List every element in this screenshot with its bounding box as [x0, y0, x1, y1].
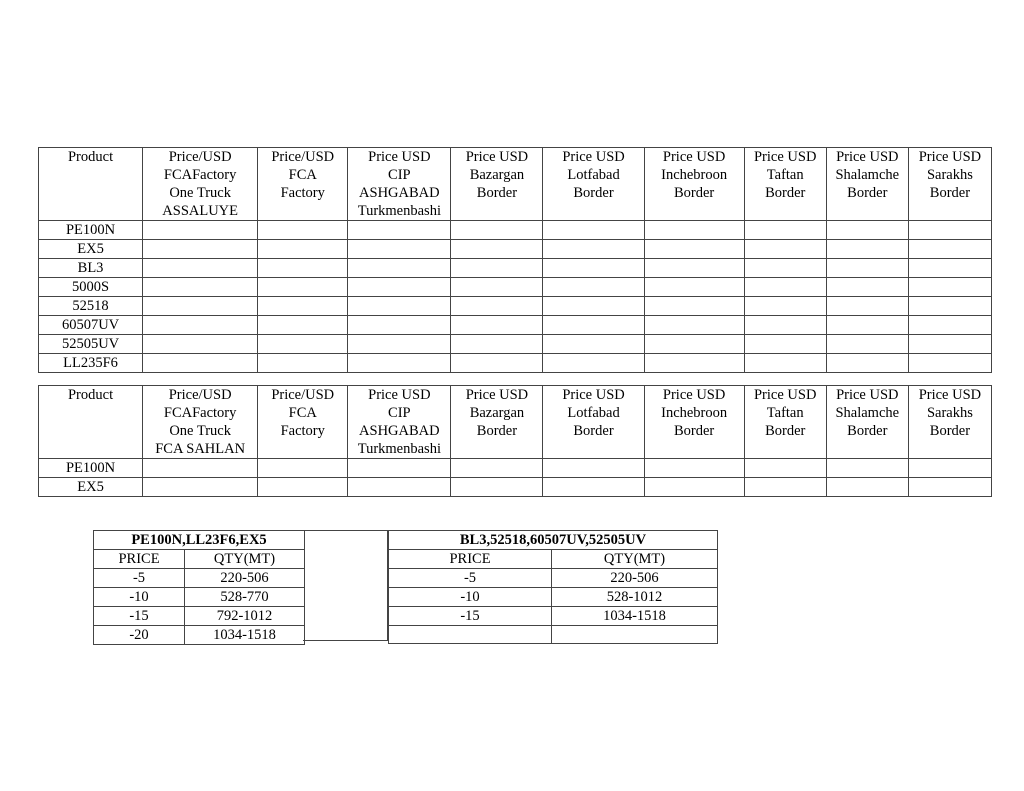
price-cell[interactable]	[543, 316, 644, 335]
qty-cell: 220-506	[552, 569, 718, 588]
column-header: Price/USD FCA Factory	[258, 386, 348, 459]
column-header: Price USD Inchebroon Border	[644, 148, 744, 221]
column-header: Price/USD FCAFactory One Truck ASSALUYE	[143, 148, 258, 221]
price-cell[interactable]	[644, 354, 744, 373]
discount-title: BL3,52518,60507UV,52505UV	[389, 531, 718, 550]
header-row	[39, 386, 992, 459]
price-cell[interactable]	[348, 316, 451, 335]
price-cell[interactable]	[543, 259, 644, 278]
price-cell[interactable]	[348, 354, 451, 373]
price-header: PRICE	[94, 550, 185, 569]
price-cell[interactable]	[143, 278, 258, 297]
price-cell[interactable]	[826, 221, 908, 240]
table-row	[39, 240, 992, 259]
price-cell[interactable]	[451, 259, 543, 278]
column-header: Product	[39, 386, 143, 459]
price-cell[interactable]	[826, 278, 908, 297]
price-cell[interactable]	[826, 459, 908, 478]
price-cell[interactable]	[826, 478, 908, 497]
price-cell[interactable]	[258, 240, 348, 259]
price-cell[interactable]	[348, 459, 451, 478]
price-cell[interactable]	[908, 459, 991, 478]
price-cell[interactable]	[826, 316, 908, 335]
price-cell[interactable]	[744, 316, 826, 335]
price-cell[interactable]	[451, 335, 543, 354]
column-header: Price USD Shalamche Border	[826, 386, 908, 459]
table-row	[389, 588, 718, 607]
discount-table-2	[388, 530, 718, 644]
table-row	[39, 316, 992, 335]
price-cell[interactable]	[744, 335, 826, 354]
price-cell[interactable]	[451, 354, 543, 373]
price-cell	[389, 626, 552, 644]
header-row	[39, 148, 992, 221]
column-header: Price USD Taftan Border	[744, 148, 826, 221]
discount-table-1	[93, 530, 305, 645]
price-table-assaluye	[38, 147, 992, 373]
price-cell[interactable]	[744, 278, 826, 297]
price-cell[interactable]	[451, 240, 543, 259]
column-header: Price/USD FCA Factory	[258, 148, 348, 221]
table-row	[39, 478, 992, 497]
product-cell: EX5	[39, 478, 143, 497]
price-cell[interactable]	[826, 335, 908, 354]
price-cell[interactable]	[348, 478, 451, 497]
qty-cell: 792-1012	[185, 607, 305, 626]
column-header: Price USD Taftan Border	[744, 386, 826, 459]
price-cell[interactable]	[258, 297, 348, 316]
price-cell[interactable]	[451, 459, 543, 478]
column-header: Price/USD FCAFactory One Truck FCA SAHLAN	[143, 386, 258, 459]
price-cell[interactable]	[744, 478, 826, 497]
price-cell: -15	[389, 607, 552, 626]
price-cell[interactable]	[543, 297, 644, 316]
price-cell[interactable]	[143, 316, 258, 335]
table-body	[39, 459, 992, 497]
table-row	[94, 569, 305, 588]
price-cell[interactable]	[348, 297, 451, 316]
table-row	[389, 569, 718, 588]
table-row	[39, 259, 992, 278]
column-header: Price USD Sarakhs Border	[908, 148, 991, 221]
price-cell[interactable]	[451, 221, 543, 240]
price-cell[interactable]	[744, 221, 826, 240]
price-cell[interactable]	[908, 278, 991, 297]
price-cell[interactable]	[644, 297, 744, 316]
price-cell[interactable]	[143, 221, 258, 240]
price-cell[interactable]	[258, 316, 348, 335]
price-cell[interactable]	[543, 335, 644, 354]
column-header: Price USD Lotfabad Border	[543, 148, 644, 221]
price-cell[interactable]	[143, 335, 258, 354]
price-cell[interactable]	[258, 335, 348, 354]
table-row	[39, 221, 992, 240]
price-cell[interactable]	[644, 259, 744, 278]
price-cell[interactable]	[451, 297, 543, 316]
product-cell: 52505UV	[39, 335, 143, 354]
price-cell[interactable]	[744, 297, 826, 316]
column-header: Price USD Shalamche Border	[826, 148, 908, 221]
price-cell[interactable]	[543, 354, 644, 373]
product-cell: LL235F6	[39, 354, 143, 373]
price-cell[interactable]	[543, 221, 644, 240]
price-cell[interactable]	[143, 459, 258, 478]
price-cell[interactable]	[644, 335, 744, 354]
product-cell: 60507UV	[39, 316, 143, 335]
price-cell[interactable]	[348, 259, 451, 278]
product-cell: PE100N	[39, 459, 143, 478]
price-cell[interactable]	[644, 478, 744, 497]
price-cell[interactable]	[451, 278, 543, 297]
discount-body	[389, 569, 718, 644]
price-cell[interactable]	[908, 354, 991, 373]
price-cell[interactable]	[258, 354, 348, 373]
table-row	[389, 626, 718, 644]
price-cell[interactable]	[348, 335, 451, 354]
price-cell[interactable]	[258, 278, 348, 297]
price-cell[interactable]	[744, 459, 826, 478]
price-cell[interactable]	[644, 316, 744, 335]
price-cell[interactable]	[543, 478, 644, 497]
price-cell[interactable]	[908, 221, 991, 240]
price-cell[interactable]	[258, 459, 348, 478]
price-cell[interactable]	[826, 297, 908, 316]
column-header: Price USD CIP ASHGABAD Turkmenbashi	[348, 386, 451, 459]
price-cell[interactable]	[644, 221, 744, 240]
qty-cell: 220-506	[185, 569, 305, 588]
table-row	[39, 278, 992, 297]
table-row	[94, 607, 305, 626]
discount-body	[94, 569, 305, 645]
table-row	[94, 588, 305, 607]
qty-cell: 528-1012	[552, 588, 718, 607]
spacer-cell	[303, 530, 388, 641]
qty-cell: 1034-1518	[185, 626, 305, 645]
price-cell[interactable]	[826, 240, 908, 259]
price-cell: -5	[389, 569, 552, 588]
price-cell[interactable]	[258, 259, 348, 278]
price-cell[interactable]	[908, 478, 991, 497]
column-header: Product	[39, 148, 143, 221]
price-cell[interactable]	[143, 354, 258, 373]
price-cell[interactable]	[348, 240, 451, 259]
price-table-sahlan	[38, 385, 992, 497]
price-cell[interactable]	[143, 259, 258, 278]
price-cell: -20	[94, 626, 185, 645]
table-row	[39, 459, 992, 478]
column-header: Price USD Lotfabad Border	[543, 386, 644, 459]
price-cell: -15	[94, 607, 185, 626]
price-cell[interactable]	[826, 259, 908, 278]
table-body	[39, 221, 992, 373]
qty-cell	[552, 626, 718, 644]
price-cell[interactable]	[451, 316, 543, 335]
price-cell[interactable]	[908, 335, 991, 354]
price-cell[interactable]	[348, 221, 451, 240]
price-header: PRICE	[389, 550, 552, 569]
price-cell[interactable]	[258, 221, 348, 240]
price-cell[interactable]	[826, 354, 908, 373]
product-cell: EX5	[39, 240, 143, 259]
price-cell[interactable]	[744, 354, 826, 373]
price-cell: -10	[389, 588, 552, 607]
price-cell[interactable]	[908, 297, 991, 316]
price-cell[interactable]	[451, 478, 543, 497]
qty-cell: 528-770	[185, 588, 305, 607]
price-cell[interactable]	[348, 278, 451, 297]
table-row	[39, 297, 992, 316]
qty-cell: 1034-1518	[552, 607, 718, 626]
price-cell[interactable]	[744, 259, 826, 278]
qty-header: QTY(MT)	[185, 550, 305, 569]
table-row	[39, 354, 992, 373]
product-cell: 5000S	[39, 278, 143, 297]
table-row	[39, 335, 992, 354]
product-cell: PE100N	[39, 221, 143, 240]
price-cell[interactable]	[644, 240, 744, 259]
price-cell[interactable]	[644, 278, 744, 297]
price-cell[interactable]	[143, 240, 258, 259]
price-cell[interactable]	[908, 316, 991, 335]
price-cell[interactable]	[143, 478, 258, 497]
price-cell[interactable]	[543, 278, 644, 297]
price-cell[interactable]	[543, 459, 644, 478]
price-cell: -10	[94, 588, 185, 607]
price-cell[interactable]	[258, 478, 348, 497]
price-cell[interactable]	[908, 240, 991, 259]
price-cell[interactable]	[744, 240, 826, 259]
qty-header: QTY(MT)	[552, 550, 718, 569]
table-row	[389, 607, 718, 626]
discount-title: PE100N,LL23F6,EX5	[94, 531, 305, 550]
price-cell[interactable]	[908, 259, 991, 278]
price-cell[interactable]	[543, 240, 644, 259]
table-row	[94, 626, 305, 645]
column-header: Price USD Bazargan Border	[451, 148, 543, 221]
column-header: Price USD Bazargan Border	[451, 386, 543, 459]
column-header: Price USD Sarakhs Border	[908, 386, 991, 459]
column-header: Price USD Inchebroon Border	[644, 386, 744, 459]
price-cell[interactable]	[143, 297, 258, 316]
product-cell: 52518	[39, 297, 143, 316]
price-cell: -5	[94, 569, 185, 588]
product-cell: BL3	[39, 259, 143, 278]
price-cell[interactable]	[644, 459, 744, 478]
column-header: Price USD CIP ASHGABAD Turkmenbashi	[348, 148, 451, 221]
